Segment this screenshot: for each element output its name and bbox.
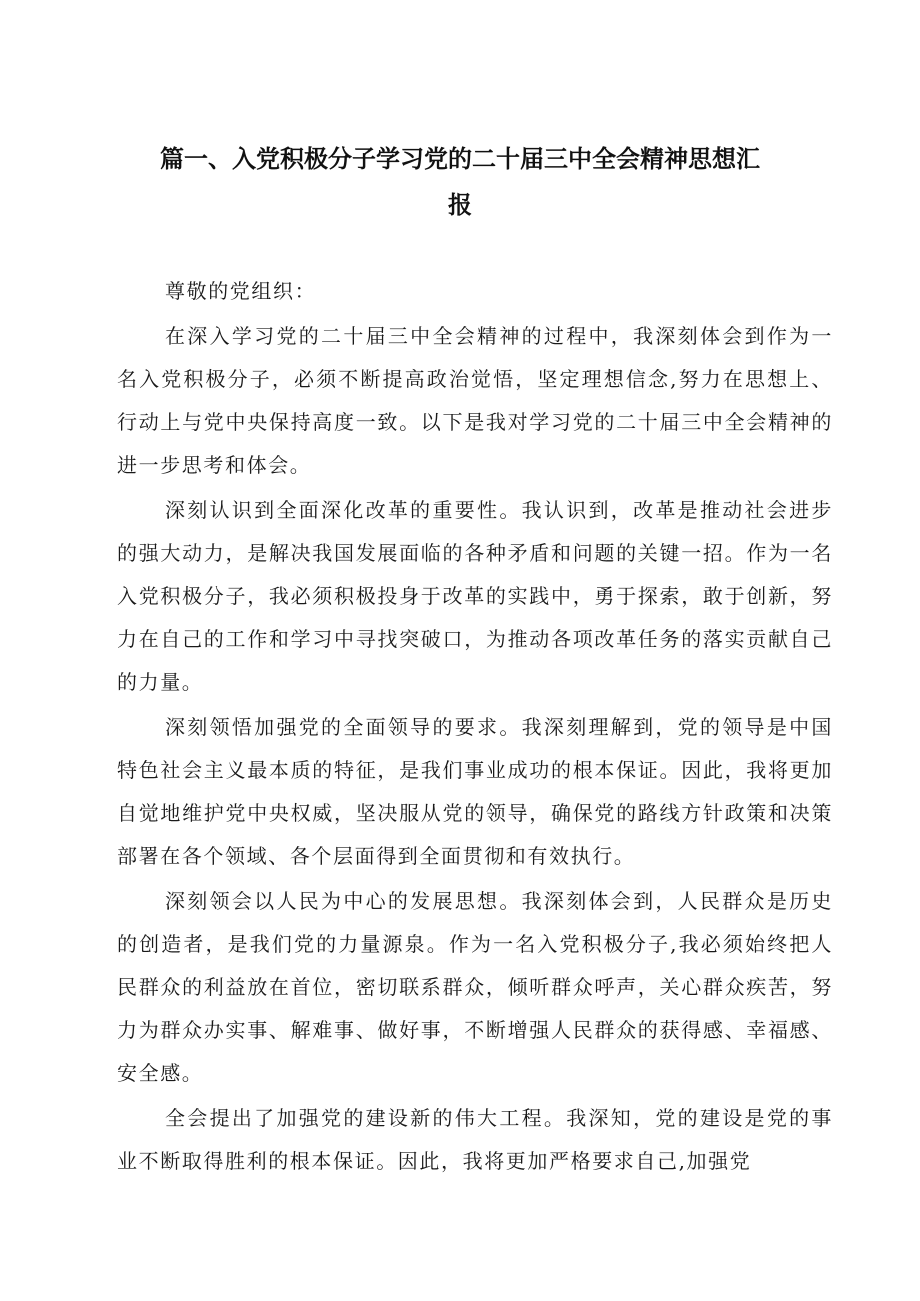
- paragraph: 深刻领会以人民为中心的发展思想。我深刻体会到，人民群众是历史的创造者，是我们党的力量源泉。作为一名入党积极分子,我必须始终把人民群众的利益放在首位，密切联系群众，倾听群众呼声，关心群众疾苦，努力为群众办实事、解难事、做好事，不断增强人民群众的获得感、幸福感、安全感。: [117, 889, 833, 1085]
- document-body: [117, 270, 833, 1183]
- salutation: 尊敬的党组织：: [165, 279, 317, 303]
- paragraph: 在深入学习党的二十届三中全会精神的过程中，我深刻体会到作为一名入党积极分子，必须不断提高政治觉悟，坚定理想信念,努力在思想上、行动上与党中央保持高度一致。以下是我对学习党的二十届三中全会精神的进一步思考和体会。: [117, 324, 833, 477]
- document-title-line-1: 篇一、入党积极分子学习党的二十届三中全会精神思想汇: [160, 145, 760, 173]
- paragraph: 全会提出了加强党的建设新的伟大工程。我深知，党的建设是党的事业不断取得胜利的根本保证。因此，我将更加严格要求自己,加强党: [117, 1106, 833, 1173]
- document-title-line-2: 报: [448, 191, 472, 219]
- paragraph: 深刻领悟加强党的全面领导的要求。我深刻理解到，党的领导是中国特色社会主义最本质的特征，是我们事业成功的根本保证。因此，我将更加自觉地维护党中央权威，坚决服从党的领导，确保党的路线方针政策和决策部署在各个领域、各个层面得到全面贯彻和有效执行。: [117, 715, 833, 868]
- paragraph: 深刻认识到全面深化改革的重要性。我认识到，改革是推动社会进步的强大动力，是解决我国发展面临的各种矛盾和问题的关键一招。作为一名入党积极分子，我必须积极投身于改革的实践中，勇于探索，敢于创新，努力在自己的工作和学习中寻找突破口，为推动各项改革任务的落实贡献自己的力量。: [117, 498, 833, 694]
- document-title: [150, 136, 770, 228]
